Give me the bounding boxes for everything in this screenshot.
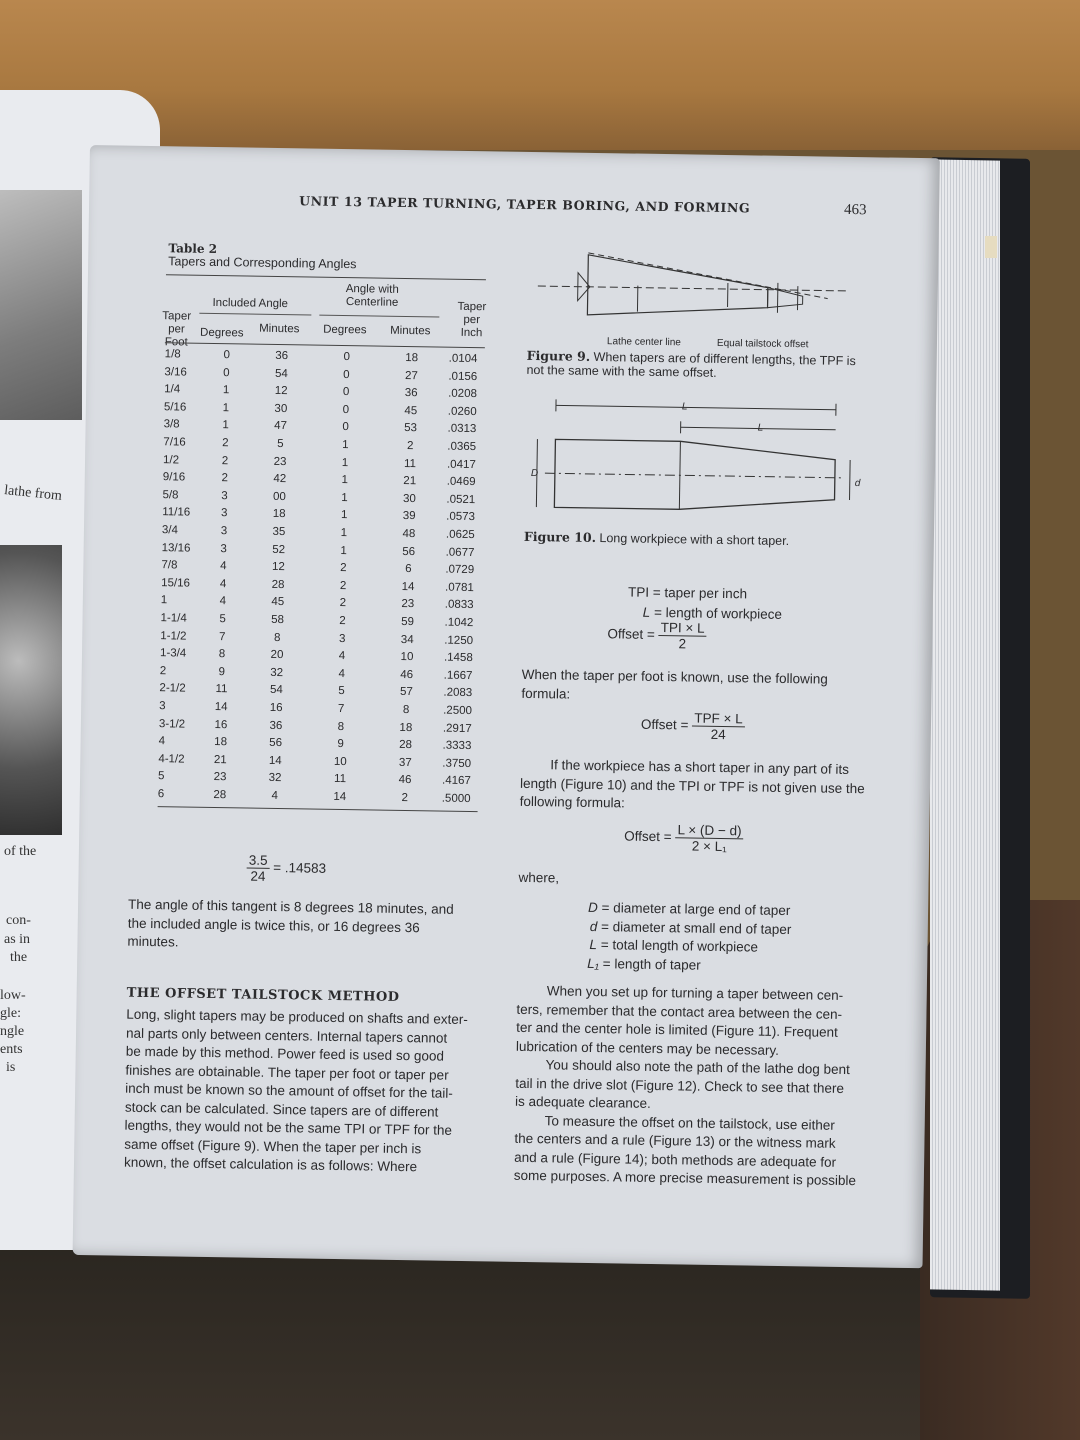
- table-cell: 0: [342, 386, 350, 399]
- left-page-photo: [0, 545, 62, 835]
- left-page-text: the: [10, 950, 28, 965]
- table-cell: 37: [398, 756, 412, 769]
- calc-result: = .14583: [273, 860, 327, 876]
- paragraph-offset-method: [124, 1006, 468, 1178]
- paragraph-angle: [127, 896, 454, 957]
- formula-3: [624, 821, 744, 854]
- table-rule: [199, 313, 311, 316]
- tangent-calculation: [246, 853, 326, 885]
- table-subtitle: Tapers and Corresponding Angles: [168, 254, 357, 272]
- table-cell: 1: [340, 544, 347, 557]
- table-cell: 7: [337, 702, 345, 716]
- text-line: length (Figure 10) and the TPI or TPF is not given use the: [519, 775, 865, 796]
- formula-1: [607, 619, 707, 652]
- text-line: When you set up for turning a taper between cen-: [546, 983, 844, 1003]
- table-cell: 2: [222, 437, 229, 450]
- table-cell: 32: [268, 772, 282, 785]
- table-header-text: per: [168, 323, 185, 336]
- table-cell: 2: [339, 614, 346, 628]
- table-cell: 14: [268, 754, 282, 767]
- table-cell: 1: [222, 419, 229, 432]
- left-page-text: lathe from: [3, 483, 63, 504]
- text-line: same offset (Figure 9). When the taper per inch is: [124, 1136, 422, 1156]
- table-cell: .0729: [445, 563, 475, 577]
- figure-10-caption: [524, 529, 789, 548]
- dimension-d: d: [854, 478, 861, 490]
- table-cell: 1: [342, 438, 349, 452]
- table-cell: 12: [271, 561, 285, 574]
- table-cell: 1-1/4: [160, 612, 187, 625]
- table-cell: 4: [219, 577, 227, 590]
- table-cell: 58: [271, 613, 285, 627]
- table-cell: 9/16: [162, 471, 186, 484]
- table-cell: 4: [220, 560, 227, 573]
- table-cell: 1: [341, 491, 348, 504]
- table-cell: 1: [222, 384, 230, 397]
- dimension-L: L: [757, 422, 764, 434]
- table-cell: 1: [340, 526, 348, 540]
- symbol: d: [589, 918, 598, 934]
- book-page: [73, 145, 940, 1268]
- table-rule: [158, 806, 478, 812]
- table-label: Table 2: [168, 241, 218, 257]
- definitions-list: [587, 899, 792, 976]
- table-cell: 56: [269, 737, 283, 750]
- formula-numerator: L × (D − d): [675, 822, 743, 839]
- left-page-text: ngle: [0, 1024, 25, 1039]
- table-cell: 52: [272, 543, 286, 556]
- figure-9-caption: [526, 348, 855, 382]
- table-cell: 1: [341, 456, 349, 469]
- bookmark-ribbon: [985, 236, 997, 258]
- definition-text: diameter at large end of taper: [613, 900, 791, 919]
- table-cell: 54: [274, 367, 288, 380]
- table-cell: 47: [274, 420, 288, 433]
- table-cell: .2917: [442, 722, 472, 735]
- caption-label: Figure 10.: [523, 528, 597, 545]
- table-rule: [165, 342, 485, 348]
- table-cell: 14: [214, 701, 228, 714]
- table-cell: 14: [401, 580, 415, 593]
- text-line: finishes are obtainable. The taper per foot or taper per: [125, 1062, 449, 1083]
- table-cell: .1042: [444, 616, 474, 630]
- table-cell: 8: [273, 631, 281, 644]
- text-line: Long, slight tapers may be produced on shafts and exter-: [126, 1006, 468, 1028]
- table-cell: .0313: [447, 423, 477, 436]
- table-cell: 9: [337, 738, 344, 751]
- equals: =: [601, 900, 610, 916]
- equals: =: [646, 626, 655, 642]
- symbol: L: [642, 604, 651, 620]
- text-line: minutes.: [127, 933, 179, 950]
- table-cell: 6: [405, 563, 412, 576]
- table-cell: .1250: [444, 634, 474, 647]
- table-cell: 5: [277, 437, 284, 451]
- table-cell: 5/16: [163, 400, 187, 414]
- table-cell: 23: [273, 455, 287, 468]
- table-cell: 1/8: [164, 348, 181, 361]
- table-cell: 1-1/2: [160, 629, 187, 643]
- text-line: some purposes. A more precise measurement is possible: [513, 1167, 857, 1189]
- text-line: To measure the offset on the tailstock, use either: [544, 1112, 835, 1133]
- table-cell: 2: [221, 454, 229, 467]
- text-line: the included angle is twice this, or 16 degrees 36: [127, 915, 420, 935]
- text-line: and a rule (Figure 14); both methods are adequate for: [514, 1149, 837, 1170]
- text-line: known, the offset calculation is as follows: Where: [123, 1154, 418, 1175]
- left-page-text: of the: [4, 844, 37, 859]
- table-cell: 00: [272, 490, 286, 503]
- table-cell: .0469: [446, 475, 476, 489]
- paragraph-setup: [514, 982, 859, 1191]
- table-cell: 5/8: [162, 488, 179, 502]
- table-cell: 30: [402, 492, 416, 505]
- table-cell: .3750: [442, 757, 472, 770]
- table-cell: 53: [404, 422, 418, 435]
- definition-text: diameter at small end of taper: [612, 918, 792, 937]
- table-cell: 1: [341, 474, 349, 487]
- formula-denominator: 24: [710, 726, 726, 743]
- table-cell: .1667: [443, 669, 473, 682]
- table-cell: 11: [403, 457, 417, 470]
- table-cell: 48: [402, 527, 416, 541]
- table-cell: .0417: [446, 458, 476, 471]
- table-cell: 15/16: [161, 576, 191, 590]
- table-cell: 59: [401, 615, 415, 629]
- table-cell: 4: [219, 595, 227, 608]
- left-page-text: con-: [6, 913, 31, 928]
- definition-text: length of workpiece: [665, 605, 783, 622]
- text-line: If the workpiece has a short taper in any part of its: [550, 757, 850, 777]
- table-cell: 3/4: [161, 524, 179, 537]
- table-cell: 1: [340, 509, 348, 522]
- text-line: formula:: [521, 685, 571, 702]
- table-cell: 7: [218, 630, 226, 643]
- table-rule: [166, 274, 486, 280]
- table-header-text: Centerline: [345, 296, 399, 309]
- table-cell: 3: [220, 542, 227, 555]
- definition-text: total length of workpiece: [612, 937, 759, 955]
- table-rule: [319, 315, 439, 318]
- table-cell: 4: [338, 667, 346, 680]
- table-header: [162, 310, 191, 349]
- figure-9-label: Lathe center line: [606, 336, 682, 349]
- formula-numerator: TPF × L: [692, 711, 745, 728]
- caption-label: Figure 9.: [526, 347, 591, 364]
- table-cell: 34: [400, 633, 414, 646]
- table-header: Degrees: [323, 323, 367, 337]
- table-cell: 21: [213, 753, 227, 767]
- table-cell: 3: [159, 700, 166, 713]
- table-cell: 11/16: [162, 506, 191, 520]
- table-cell: 1-3/4: [159, 647, 187, 660]
- table-cell: 5: [338, 685, 345, 698]
- table-cell: .0781: [445, 581, 474, 594]
- table-cell: 0: [343, 368, 350, 381]
- formula-numerator: TPI × L: [659, 620, 707, 637]
- table-header-text: per: [463, 313, 481, 327]
- text-line: the centers and a rule (Figure 13) or the witness mark: [514, 1130, 836, 1151]
- left-page-text: low-: [0, 988, 26, 1003]
- formula-denominator: 2 × L₁: [691, 838, 727, 855]
- dark-background: [0, 1240, 1080, 1440]
- equals: =: [602, 955, 611, 971]
- table-cell: 6: [157, 788, 165, 801]
- table-cell: 2: [340, 562, 347, 575]
- table-cell: .0625: [445, 528, 475, 542]
- table-cell: 28: [213, 789, 227, 802]
- table-cell: 3: [220, 525, 228, 538]
- table-cell: .0156: [448, 370, 478, 383]
- table-cell: 30: [274, 402, 288, 415]
- table-cell: 36: [404, 387, 418, 400]
- table-cell: 21: [403, 475, 417, 488]
- table-cell: 0: [223, 349, 231, 362]
- left-page-photo: [0, 190, 82, 420]
- table-cell: .2500: [443, 704, 473, 718]
- text-line: is adequate clearance.: [514, 1093, 651, 1111]
- table-cell: .1458: [443, 651, 473, 665]
- table-cell: 2: [221, 472, 229, 485]
- table-cell: 18: [399, 721, 413, 734]
- left-page-text: is: [6, 1060, 16, 1075]
- figure-9-label: Equal tailstock offset: [716, 337, 809, 351]
- table-cell: 2: [159, 664, 167, 678]
- table-cell: 11: [215, 683, 228, 696]
- table-header: Degrees: [199, 326, 244, 340]
- table-header-text: Inch: [460, 326, 483, 340]
- table-cell: 2: [401, 791, 409, 805]
- table-cell: 46: [398, 774, 412, 787]
- page-number: 463: [843, 201, 867, 219]
- table-cell: 16: [214, 718, 228, 731]
- table-cell: 1/4: [164, 383, 181, 396]
- caption-text: not the same with the same offset.: [526, 362, 717, 380]
- table-cell: .0365: [447, 440, 477, 454]
- table-cell: .0260: [447, 405, 477, 418]
- table-cell: .0677: [445, 546, 475, 559]
- table-header-text: Angle with: [345, 283, 399, 296]
- section-heading: THE OFFSET TAILSTOCK METHOD: [126, 985, 400, 1005]
- equals: =: [600, 937, 609, 953]
- table-cell: 46: [400, 668, 414, 681]
- figure-10-diagram: [524, 397, 866, 522]
- table-cell: 27: [404, 369, 418, 382]
- table-cell: 54: [269, 684, 283, 697]
- table-cell: 0: [223, 366, 230, 379]
- table-cell: .0573: [446, 511, 476, 524]
- table-cell: 8: [402, 703, 410, 717]
- table-cell: 1: [222, 401, 230, 415]
- table-cell: 11: [333, 773, 347, 786]
- table-cell: 56: [402, 545, 416, 558]
- equals: =: [600, 918, 610, 934]
- equals: =: [652, 584, 661, 601]
- text-line: ters, remember that the contact area between the cen-: [516, 1001, 843, 1022]
- formula-lhs: Offset: [640, 716, 677, 733]
- table-cell: 13/16: [161, 541, 191, 555]
- table-cell: 2: [339, 597, 347, 610]
- table-cell: 57: [399, 686, 413, 699]
- table-cell: 23: [401, 598, 415, 611]
- table-cell: 23: [213, 771, 227, 784]
- table-cell: 7/8: [161, 559, 178, 572]
- table-cell: 45: [271, 596, 285, 609]
- table-cell: 3-1/2: [158, 717, 186, 731]
- text-line: The angle of this tangent is 8 degrees 18 minutes, and: [127, 896, 454, 917]
- table-cell: 0: [342, 403, 350, 416]
- caption-text: Long workpiece with a short taper.: [599, 531, 790, 549]
- text-line: You should also note the path of the lathe dog bent: [545, 1057, 850, 1078]
- table-cell: 2: [339, 579, 347, 592]
- paragraph-tpf: [521, 666, 828, 708]
- table-cell: 8: [218, 648, 226, 661]
- table-header: [457, 301, 486, 340]
- text-line: When the taper per foot is known, use the following: [521, 666, 829, 687]
- equals: =: [653, 604, 663, 621]
- table-cell: 3: [220, 507, 228, 520]
- table-header: Minutes: [259, 322, 300, 336]
- table-cell: 18: [405, 351, 419, 365]
- table-cell: 28: [399, 739, 413, 752]
- formula-lhs: Offset: [607, 626, 644, 642]
- dimension-D: D: [530, 467, 539, 480]
- symbol: L: [589, 936, 598, 953]
- table-cell: 9: [218, 665, 226, 678]
- table-cell: 3: [221, 489, 228, 503]
- table-cell: .2083: [443, 687, 473, 700]
- table-cell: 10: [333, 755, 347, 768]
- table-cell: 36: [269, 719, 283, 732]
- text-line: tail in the drive slot (Figure 12). Check to see that there: [515, 1075, 845, 1096]
- left-page-text: gle:: [0, 1006, 21, 1021]
- table-cell: 2: [407, 440, 414, 453]
- text-line: stock can be calculated. Since tapers are of different: [124, 1099, 439, 1120]
- dimension-L: L: [681, 401, 688, 413]
- table-cell: 39: [402, 510, 416, 523]
- left-page-text: ents: [0, 1042, 23, 1057]
- table-cell: 1/2: [162, 453, 180, 467]
- table-cell: 20: [270, 649, 284, 662]
- table-cell: 28: [271, 578, 285, 591]
- table-header-text: Taper: [457, 300, 487, 314]
- table-cell: 2-1/2: [159, 682, 186, 695]
- where-label: where,: [518, 869, 560, 886]
- definition: [628, 585, 747, 602]
- text-line: ter and the center hole is limited (Figure 11). Frequent: [516, 1019, 838, 1040]
- table-cell: 32: [270, 666, 284, 679]
- equals: =: [680, 717, 689, 733]
- formula-2: [641, 710, 745, 743]
- equals: =: [663, 829, 672, 845]
- table-header-text: Foot: [164, 336, 188, 349]
- table-cell: 8: [337, 720, 345, 733]
- table-cell: .0104: [448, 352, 478, 366]
- table-cell: 4-1/2: [158, 752, 185, 766]
- table-cell: 10: [400, 651, 414, 664]
- figure-9-diagram: [527, 244, 858, 339]
- table-cell: .0521: [446, 493, 476, 506]
- table-cell: 14: [333, 790, 347, 804]
- text-line: nal parts only between centers. Internal tapers cannot: [125, 1025, 448, 1046]
- table-cell: 16: [269, 701, 283, 715]
- table-cell: .5000: [441, 792, 471, 806]
- table-cell: 5: [219, 613, 226, 626]
- running-header: UNIT 13 TAPER TURNING, TAPER BORING, AND FORMING: [299, 193, 751, 216]
- table-header: Minutes: [390, 324, 431, 338]
- text-line: lengths, they would not be the same TPI or TPF for the: [124, 1117, 453, 1138]
- left-page-text: as in: [4, 932, 31, 947]
- table-cell: 7/16: [163, 436, 186, 449]
- calc-denominator: 24: [250, 868, 266, 884]
- table-cell: 12: [274, 385, 288, 398]
- table-cell: 4: [158, 735, 166, 748]
- table-cell: 0: [343, 351, 350, 364]
- table-cell: 45: [404, 404, 418, 417]
- text-line: be made by this method. Power feed is used so good: [125, 1043, 445, 1064]
- formula-lhs: Offset: [624, 828, 661, 845]
- table-cell: 4: [271, 789, 279, 803]
- table-cell: 18: [214, 736, 228, 749]
- table-cell: 35: [272, 525, 286, 539]
- table-cell: 3: [338, 632, 346, 645]
- table-cell: .3333: [442, 739, 472, 753]
- symbol: D: [587, 899, 598, 916]
- table-cell: 42: [273, 473, 287, 486]
- table-cell: 5: [157, 770, 165, 783]
- table-cell: 0: [342, 421, 349, 434]
- definition-text: taper per inch: [664, 585, 748, 602]
- symbol: TPI: [627, 584, 650, 600]
- text-line: lubrication of the centers may be necessary.: [515, 1038, 780, 1058]
- table-header-text: Taper: [162, 310, 192, 323]
- text-line: inch must be known so the amount of offset for the tail-: [125, 1080, 453, 1101]
- page-edges: [930, 159, 1000, 1290]
- calc-numerator: 3.5: [247, 853, 270, 869]
- text-line: following formula:: [519, 793, 625, 811]
- table-cell: 4: [338, 650, 346, 663]
- table-cell: 1: [160, 594, 168, 607]
- table-cell: .4167: [441, 774, 471, 788]
- table-cell: 3/8: [163, 418, 180, 431]
- table-cell: 36: [275, 349, 289, 363]
- formula-denominator: 2: [678, 636, 687, 652]
- wooden-table: [0, 0, 1080, 150]
- caption-text: When tapers are of different lengths, the TPF is: [593, 349, 856, 369]
- table-cell: 3/16: [164, 365, 187, 379]
- table-cell: .0833: [444, 599, 474, 612]
- table-cell: .0208: [448, 387, 478, 401]
- symbol: L₁: [587, 955, 600, 971]
- definition-text: length of taper: [614, 955, 701, 973]
- paragraph-short-taper: [520, 756, 866, 817]
- table-cell: 18: [272, 508, 286, 521]
- table-header: Included Angle: [212, 296, 289, 311]
- table-header: [345, 283, 398, 310]
